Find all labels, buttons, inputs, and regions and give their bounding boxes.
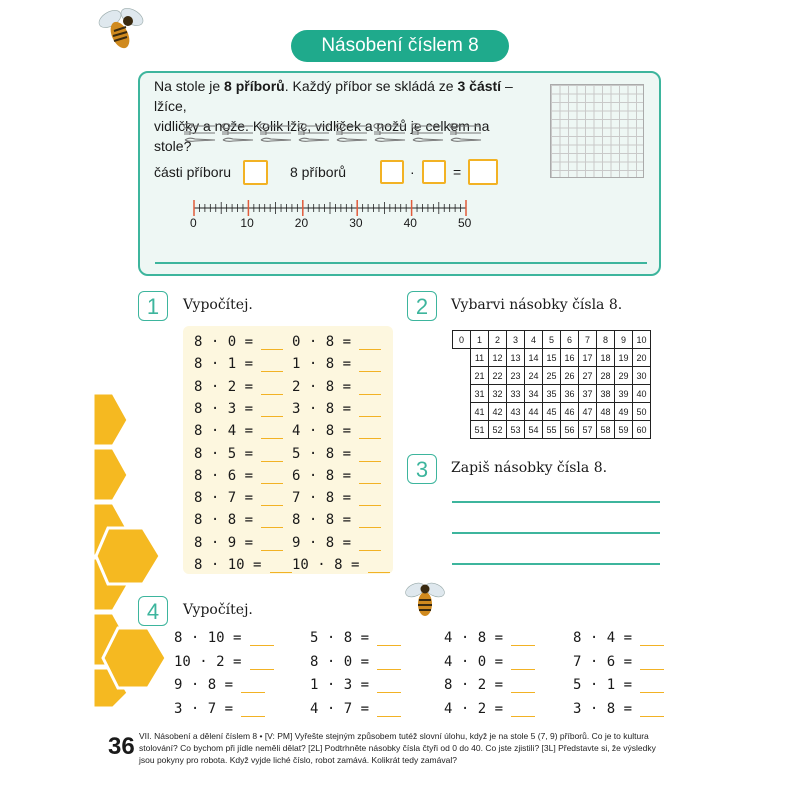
answer-blank[interactable] [640, 631, 664, 646]
task1-right-equation: 2 · 8 = [292, 379, 381, 395]
grid-number-cell[interactable]: 12 [489, 349, 507, 367]
grid-number-cell[interactable]: 8 [597, 331, 615, 349]
hundred-grid-row [453, 421, 651, 439]
cutlery-icon [259, 122, 293, 144]
task4-equation: 3 · 7 = [174, 701, 265, 717]
squared-grid[interactable] [550, 84, 644, 178]
number-line-label: 20 [294, 216, 309, 230]
task3-label: Zapiš násobky čísla 8. [451, 460, 608, 476]
task1-right-equation: 9 · 8 = [292, 535, 381, 551]
grid-number-cell[interactable]: 29 [615, 367, 633, 385]
label-parts: části příboru [154, 164, 232, 180]
grid-number-cell[interactable]: 30 [633, 367, 651, 385]
task4-equation: 4 · 7 = [310, 701, 401, 717]
answer-blank[interactable] [511, 631, 535, 646]
answer-blank[interactable] [511, 678, 535, 693]
grid-empty-cell [453, 349, 471, 367]
grid-number-cell[interactable]: 19 [615, 349, 633, 367]
grid-number-cell[interactable]: 0 [453, 331, 471, 349]
answer-blank[interactable] [261, 357, 283, 372]
cutlery-icon [335, 122, 369, 144]
grid-number-cell[interactable]: 25 [543, 367, 561, 385]
grid-number-cell[interactable]: 21 [471, 367, 489, 385]
grid-number-cell[interactable]: 10 [633, 331, 651, 349]
bee-icon [94, 5, 150, 57]
grid-number-cell[interactable]: 17 [579, 349, 597, 367]
task1-left-equation: 8 · 10 = [194, 557, 292, 573]
task-number-4: 4 [138, 596, 168, 626]
answer-blank[interactable] [261, 469, 283, 484]
task4-equation: 4 · 0 = [444, 654, 535, 670]
answer-blank[interactable] [359, 357, 381, 372]
answer-blank[interactable] [270, 558, 292, 573]
task4-equation: 4 · 2 = [444, 701, 535, 717]
answer-line-task3-1[interactable] [452, 501, 660, 503]
task1-left-equation: 8 · 6 = [194, 468, 283, 484]
answer-blank[interactable] [250, 631, 274, 646]
cutlery-icon [449, 122, 483, 144]
task-number-3: 3 [407, 454, 437, 484]
grid-number-cell[interactable]: 1 [471, 331, 489, 349]
task4-equation: 9 · 8 = [174, 677, 265, 693]
grid-number-cell[interactable]: 31 [471, 385, 489, 403]
grid-number-cell[interactable]: 60 [633, 421, 651, 439]
grid-empty-cell [453, 421, 471, 439]
grid-number-cell[interactable]: 43 [507, 403, 525, 421]
grid-empty-cell [453, 367, 471, 385]
grid-number-cell[interactable]: 39 [615, 385, 633, 403]
answer-blank[interactable] [261, 402, 283, 417]
task4-equation: 3 · 8 = [573, 701, 664, 717]
grid-number-cell[interactable]: 14 [525, 349, 543, 367]
grid-number-cell[interactable]: 38 [597, 385, 615, 403]
answer-blank[interactable] [359, 536, 381, 551]
task4-equation: 1 · 3 = [310, 677, 401, 693]
footer-instructions: VII. Násobení a dělení číslem 8 • [V: PM] Vyřešte stejným způsobem tutéž slovní úlohu, když je na stole 5 (7, 9) příborů. Co je to kultura stolování? Co bychom při jídle neměli dělat? [2L] Podtrhněte násobky čísla čtyři od 0 do 40. Co jste zjistili? [3L] Představte si, že výsledky jsou pokyny pro robota. Když vyjde liché číslo, robot zamává. Kolikrát tedy zamával? [139, 731, 656, 765]
answer-blank[interactable] [359, 469, 381, 484]
hundred-grid-row [453, 331, 651, 349]
cutlery-icon [183, 122, 217, 144]
answer-blank[interactable] [261, 424, 283, 439]
hundred-grid-row [453, 403, 651, 421]
grid-number-cell[interactable]: 18 [597, 349, 615, 367]
answer-blank[interactable] [377, 631, 401, 646]
task1-right-equation: 0 · 8 = [292, 334, 381, 350]
grid-number-cell[interactable]: 40 [633, 385, 651, 403]
answer-blank[interactable] [511, 702, 535, 717]
grid-number-cell[interactable]: 11 [471, 349, 489, 367]
task1-left-equation: 8 · 1 = [194, 356, 283, 372]
grid-number-cell[interactable]: 15 [543, 349, 561, 367]
hundred-grid [452, 330, 651, 439]
grid-number-cell[interactable]: 2 [489, 331, 507, 349]
number-line-label: 10 [240, 216, 254, 230]
grid-number-cell[interactable]: 13 [507, 349, 525, 367]
answer-blank[interactable] [511, 655, 535, 670]
grid-number-cell[interactable]: 4 [525, 331, 543, 349]
grid-number-cell[interactable]: 28 [597, 367, 615, 385]
task1-right-equation: 7 · 8 = [292, 490, 381, 506]
grid-number-cell[interactable]: 58 [597, 421, 615, 439]
grid-number-cell[interactable]: 23 [507, 367, 525, 385]
answer-box-result[interactable] [468, 159, 498, 185]
task1-left-equation: 8 · 3 = [194, 401, 283, 417]
task1-left-equation: 8 · 9 = [194, 535, 283, 551]
grid-number-cell[interactable]: 35 [543, 385, 561, 403]
task1-left-equation: 8 · 0 = [194, 334, 283, 350]
task4-equation: 7 · 6 = [573, 654, 664, 670]
number-line-label: 50 [458, 216, 472, 230]
grid-number-cell[interactable]: 42 [489, 403, 507, 421]
task1-left-equation: 8 · 5 = [194, 446, 283, 462]
hundred-grid-row [453, 349, 651, 367]
grid-empty-cell [453, 385, 471, 403]
task1-left-equation: 8 · 2 = [194, 379, 283, 395]
grid-number-cell[interactable]: 36 [561, 385, 579, 403]
grid-number-cell[interactable]: 44 [525, 403, 543, 421]
answer-box-factor1[interactable] [380, 160, 404, 184]
number-line-label: 0 [190, 216, 197, 230]
answer-blank[interactable] [377, 678, 401, 693]
grid-number-cell[interactable]: 24 [525, 367, 543, 385]
grid-number-cell[interactable]: 33 [507, 385, 525, 403]
answer-box-factor2[interactable] [422, 160, 446, 184]
grid-number-cell[interactable]: 59 [615, 421, 633, 439]
task1-right-equation: 4 · 8 = [292, 423, 381, 439]
task4-equation: 8 · 0 = [310, 654, 401, 670]
answer-blank[interactable] [261, 536, 283, 551]
answer-blank[interactable] [640, 655, 664, 670]
grid-number-cell[interactable]: 27 [579, 367, 597, 385]
hundred-grid-row [453, 385, 651, 403]
task4-equation: 5 · 8 = [310, 630, 401, 646]
honeycomb-decoration [88, 388, 178, 708]
answer-line-task3-2[interactable] [452, 532, 660, 534]
task-number-1: 1 [138, 291, 168, 321]
answer-line-task3-3[interactable] [452, 563, 660, 565]
answer-blank[interactable] [261, 513, 283, 528]
answer-blank[interactable] [377, 702, 401, 717]
grid-number-cell[interactable]: 6 [561, 331, 579, 349]
answer-blank[interactable] [377, 655, 401, 670]
grid-number-cell[interactable]: 56 [561, 421, 579, 439]
answer-blank[interactable] [640, 678, 664, 693]
answer-blank[interactable] [359, 513, 381, 528]
answer-blank[interactable] [261, 447, 283, 462]
task4-equation: 10 · 2 = [174, 654, 274, 670]
answer-blank[interactable] [241, 702, 265, 717]
hundred-grid-row [453, 367, 651, 385]
grid-number-cell[interactable]: 50 [633, 403, 651, 421]
answer-blank[interactable] [359, 491, 381, 506]
grid-number-cell[interactable]: 47 [579, 403, 597, 421]
grid-number-cell[interactable]: 48 [597, 403, 615, 421]
grid-number-cell[interactable]: 3 [507, 331, 525, 349]
answer-blank[interactable] [640, 702, 664, 717]
task1-right-equation: 5 · 8 = [292, 446, 381, 462]
page-number: 36 [108, 733, 135, 760]
grid-number-cell[interactable]: 46 [561, 403, 579, 421]
number-line-label: 40 [403, 216, 417, 230]
grid-number-cell[interactable]: 20 [633, 349, 651, 367]
grid-number-cell[interactable]: 32 [489, 385, 507, 403]
grid-number-cell[interactable]: 22 [489, 367, 507, 385]
task4-equation: 8 · 4 = [573, 630, 664, 646]
grid-number-cell[interactable]: 57 [579, 421, 597, 439]
answer-blank[interactable] [359, 424, 381, 439]
task2-label: Vybarvi násobky čísla 8. [451, 297, 623, 313]
grid-number-cell[interactable]: 54 [525, 421, 543, 439]
grid-number-cell[interactable]: 16 [561, 349, 579, 367]
grid-empty-cell [453, 403, 471, 421]
intro-problem-text: Na stole je 8 příborů. Každý příbor se skládá ze 3 částí – lžíce, vidličky a nože. Kolik lžic, vidliček a nožů je celkem na stole? [154, 78, 513, 154]
grid-number-cell[interactable]: 34 [525, 385, 543, 403]
grid-number-cell[interactable]: 5 [543, 331, 561, 349]
grid-number-cell[interactable]: 45 [543, 403, 561, 421]
grid-number-cell[interactable]: 9 [615, 331, 633, 349]
task4-equation: 8 · 10 = [174, 630, 274, 646]
task1-label: Vypočítej. [183, 297, 253, 313]
task1-left-equation: 8 · 8 = [194, 512, 283, 528]
dot-sign: · [410, 164, 415, 180]
equals-sign: = [453, 164, 462, 180]
grid-number-cell[interactable]: 7 [579, 331, 597, 349]
page-title: Násobení číslem 8 [291, 30, 509, 62]
grid-number-cell[interactable]: 26 [561, 367, 579, 385]
number-line [188, 196, 473, 230]
task1-right-equation: 3 · 8 = [292, 401, 381, 417]
answer-blank[interactable] [359, 447, 381, 462]
cutlery-icon [297, 122, 331, 144]
task1-right-equation: 8 · 8 = [292, 512, 381, 528]
answer-box-parts[interactable] [243, 160, 268, 185]
grid-number-cell[interactable]: 51 [471, 421, 489, 439]
cutlery-icon [373, 122, 407, 144]
task4-equation: 5 · 1 = [573, 677, 664, 693]
answer-blank[interactable] [250, 655, 274, 670]
answer-blank[interactable] [241, 678, 265, 693]
bee-icon [402, 577, 448, 623]
label-cutlery: 8 příborů [290, 164, 347, 180]
answer-blank[interactable] [261, 491, 283, 506]
cutlery-icon [411, 122, 445, 144]
answer-blank[interactable] [359, 380, 381, 395]
task1-left-equation: 8 · 7 = [194, 490, 283, 506]
cutlery-icon [221, 122, 255, 144]
answer-line-intro[interactable] [155, 262, 647, 264]
answer-blank[interactable] [359, 402, 381, 417]
grid-number-cell[interactable]: 41 [471, 403, 489, 421]
grid-number-cell[interactable]: 37 [579, 385, 597, 403]
grid-number-cell[interactable]: 53 [507, 421, 525, 439]
answer-blank[interactable] [261, 380, 283, 395]
task-number-2: 2 [407, 291, 437, 321]
answer-blank[interactable] [368, 558, 390, 573]
answer-blank[interactable] [359, 335, 381, 350]
task1-left-equation: 8 · 4 = [194, 423, 283, 439]
grid-number-cell[interactable]: 49 [615, 403, 633, 421]
task4-equation: 8 · 2 = [444, 677, 535, 693]
task4-equation: 4 · 8 = [444, 630, 535, 646]
task4-label: Vypočítej. [183, 602, 253, 618]
answer-blank[interactable] [261, 335, 283, 350]
task1-right-equation: 6 · 8 = [292, 468, 381, 484]
task1-right-equation: 10 · 8 = [292, 557, 390, 573]
task1-right-equation: 1 · 8 = [292, 356, 381, 372]
grid-number-cell[interactable]: 52 [489, 421, 507, 439]
number-line-label: 30 [349, 216, 363, 230]
grid-number-cell[interactable]: 55 [543, 421, 561, 439]
